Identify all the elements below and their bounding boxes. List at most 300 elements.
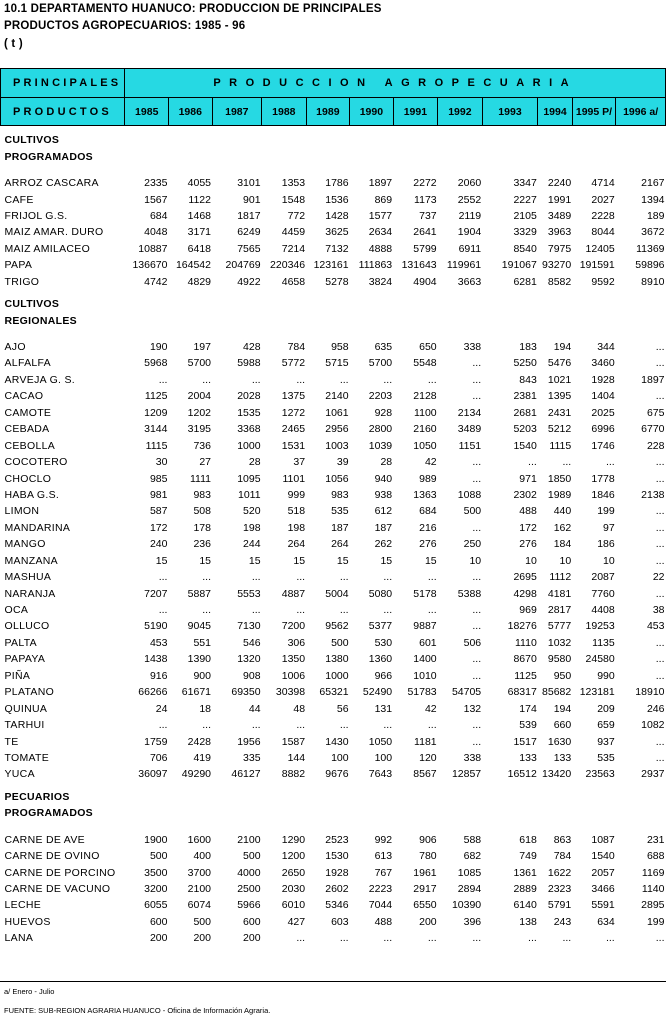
value-cell: 1587 [281, 735, 306, 748]
value-cell: 2105 [513, 209, 537, 222]
product-name: MANDARINA [4, 521, 71, 534]
value-cell: 10 [559, 554, 572, 567]
value-cell: ... [427, 604, 437, 617]
value-cell: 4408 [591, 604, 615, 617]
value-cell: 2650 [281, 866, 306, 879]
value-cell: 506 [463, 636, 482, 649]
value-cell: ... [202, 604, 211, 617]
value-cell: 44 [248, 702, 261, 715]
value-cell: 1006 [281, 669, 306, 682]
value-cell: 306 [287, 636, 306, 649]
value-cell: 335 [243, 751, 261, 764]
value-cell: 535 [597, 751, 615, 764]
value-cell: ... [655, 341, 665, 354]
value-cell: ... [605, 932, 615, 945]
value-cell: 3144 [144, 423, 168, 436]
value-cell: 5476 [547, 357, 572, 370]
value-cell: 144 [287, 751, 306, 764]
spacer-cell [1, 165, 666, 175]
value-cell: 749 [519, 850, 537, 863]
value-cell: 2500 [237, 883, 261, 896]
value-cell: 736 [193, 439, 211, 452]
value-cell: 8910 [641, 275, 665, 288]
year-header: 1987 [212, 98, 262, 126]
value-cell: 10887 [138, 242, 168, 255]
value-cell: ... [427, 373, 437, 386]
value-cell: ... [339, 932, 349, 945]
table-row [1, 241, 666, 257]
value-cell: 244 [243, 538, 261, 551]
value-cell: 780 [419, 850, 437, 863]
value-cell: 246 [646, 702, 665, 715]
value-cell: 189 [646, 209, 665, 222]
table-row [1, 700, 666, 716]
value-cell: 204769 [225, 259, 261, 272]
value-cell: 530 [374, 636, 393, 649]
year-header: 1991 [393, 98, 438, 126]
value-cell: 1082 [641, 719, 665, 732]
value-cell: 1110 [515, 636, 537, 649]
value-cell: 240 [149, 538, 168, 551]
table-body [1, 126, 666, 947]
value-cell: 123161 [313, 259, 349, 272]
value-cell: 1900 [144, 833, 168, 846]
value-cell: 901 [243, 193, 261, 206]
value-cell: 2302 [513, 488, 537, 501]
value-cell: 24 [155, 702, 168, 715]
value-cell: 51783 [407, 686, 437, 699]
products-header-top: PRINCIPALES [1, 69, 125, 98]
value-cell: 5715 [325, 357, 349, 370]
value-cell: ... [472, 456, 482, 469]
value-cell: ... [562, 932, 572, 945]
value-cell: 1928 [325, 866, 349, 879]
value-cell: 194 [553, 702, 572, 715]
value-cell: 1100 [414, 406, 437, 419]
value-cell: 1050 [368, 735, 393, 748]
value-cell: 1600 [187, 833, 211, 846]
year-header: 1992 [438, 98, 483, 126]
value-cell: 7200 [281, 620, 306, 633]
value-cell: 2060 [457, 177, 482, 190]
value-cell: ... [202, 719, 211, 732]
table-row [1, 864, 666, 880]
value-cell: 30398 [275, 686, 306, 699]
value-cell: 178 [193, 521, 211, 534]
table-row [1, 257, 666, 273]
value-cell: 1135 [592, 636, 615, 649]
value-cell: 1111 [189, 472, 211, 485]
value-cell: 659 [597, 719, 615, 732]
value-cell: 601 [419, 636, 437, 649]
value-cell: 2335 [144, 177, 168, 190]
value-cell: 197 [193, 341, 211, 354]
value-cell: 6074 [187, 899, 211, 912]
value-cell: 3171 [187, 226, 211, 239]
value-cell: 2028 [237, 390, 261, 403]
value-cell: 1360 [368, 653, 393, 666]
value-cell: ... [655, 357, 665, 370]
product-name: LIMON [4, 505, 40, 518]
table-row [1, 437, 666, 453]
production-table [0, 68, 666, 947]
value-cell: 228 [646, 439, 665, 452]
value-cell: ... [655, 538, 665, 551]
product-name: HUEVOS [4, 915, 51, 928]
value-cell: 5346 [325, 899, 349, 912]
value-cell: 236 [193, 538, 211, 551]
value-cell: 1202 [187, 406, 211, 419]
value-cell: 38 [652, 604, 665, 617]
value-cell: 3329 [513, 226, 537, 239]
table-row [1, 750, 666, 766]
value-cell: 23563 [585, 768, 615, 781]
value-cell: ... [472, 472, 482, 485]
product-name: ALFALFA [4, 357, 51, 370]
value-cell: 675 [646, 406, 665, 419]
value-cell: 69350 [231, 686, 261, 699]
value-cell: 2465 [281, 423, 306, 436]
production-banner: PRODUCCION AGROPECUARIA [125, 69, 666, 98]
value-cell: ... [655, 669, 665, 682]
value-cell: 1200 [281, 850, 306, 863]
value-cell: 1817 [237, 209, 261, 222]
value-cell: 1000 [325, 669, 349, 682]
value-cell: 18910 [635, 686, 665, 699]
value-cell: ... [655, 456, 665, 469]
value-cell: 508 [193, 505, 211, 518]
value-cell: 1400 [413, 653, 437, 666]
value-cell: 6010 [281, 899, 306, 912]
table-row [1, 585, 666, 601]
value-cell: ... [158, 719, 168, 732]
value-cell: 12405 [585, 242, 615, 255]
section-heading-row [1, 312, 666, 328]
value-cell: 784 [287, 341, 306, 354]
value-cell: 136670 [132, 259, 168, 272]
year-header: 1996 a/ [616, 98, 666, 126]
value-cell: 131 [374, 702, 393, 715]
value-cell: 2895 [641, 899, 665, 912]
value-cell: 1290 [281, 833, 306, 846]
value-cell: ... [655, 735, 665, 748]
value-cell: 9045 [187, 620, 211, 633]
value-cell: 419 [193, 751, 211, 764]
table-row [1, 651, 666, 667]
value-cell: 8882 [281, 768, 306, 781]
product-name: PAPAYA [4, 653, 46, 666]
value-cell: 3368 [237, 423, 261, 436]
value-cell: 1380 [325, 653, 349, 666]
value-cell: 1577 [368, 209, 393, 222]
value-cell: ... [472, 932, 482, 945]
value-cell: 164542 [175, 259, 211, 272]
product-name: OLLUCO [4, 620, 50, 633]
value-cell: 999 [287, 488, 306, 501]
value-cell: 2223 [368, 883, 393, 896]
value-cell: 243 [553, 915, 572, 928]
value-cell: 28 [248, 456, 261, 469]
value-cell: 24580 [585, 653, 615, 666]
value-cell: 1209 [144, 406, 168, 419]
value-cell: 15 [155, 554, 168, 567]
year-header: 1989 [306, 98, 350, 126]
year-header: 1988 [262, 98, 307, 126]
value-cell: 1056 [325, 472, 349, 485]
year-header: 1993 [482, 98, 538, 126]
section-heading-row [1, 148, 666, 164]
value-cell: 12857 [451, 768, 482, 781]
year-header: 1985 [125, 98, 169, 126]
value-cell: ... [158, 373, 168, 386]
table-row [1, 274, 666, 290]
value-cell: 162 [553, 521, 572, 534]
value-cell: 5553 [237, 587, 261, 600]
value-cell: 27 [199, 456, 211, 469]
value-cell: ... [158, 604, 168, 617]
value-cell: 500 [463, 505, 482, 518]
value-cell: 6055 [144, 899, 168, 912]
value-cell: 3663 [457, 275, 482, 288]
value-cell: 5968 [144, 357, 168, 370]
value-cell: 1991 [547, 193, 572, 206]
value-cell: 2025 [591, 406, 615, 419]
section-heading: CULTIVOS [4, 298, 60, 311]
product-name: CARNE DE PORCINO [4, 866, 116, 879]
value-cell: 5388 [457, 587, 482, 600]
value-cell: 2894 [457, 883, 482, 896]
value-cell: 688 [646, 850, 665, 863]
value-cell: 4459 [281, 226, 306, 239]
value-cell: 1567 [144, 193, 168, 206]
value-cell: 8540 [513, 242, 537, 255]
product-name: CAFE [4, 193, 34, 206]
value-cell: 48 [293, 702, 306, 715]
value-cell: 37 [293, 456, 306, 469]
value-cell: 4829 [187, 275, 211, 288]
product-name: LANA [4, 932, 34, 945]
value-cell: 684 [149, 209, 168, 222]
value-cell: ... [339, 571, 349, 584]
value-cell: 440 [553, 505, 572, 518]
value-cell: 1032 [547, 636, 572, 649]
value-cell: 2057 [591, 866, 615, 879]
product-name: ARROZ CASCARA [4, 177, 99, 190]
value-cell: 5700 [187, 357, 211, 370]
value-cell: 2641 [413, 226, 437, 239]
value-cell: 100 [331, 751, 349, 764]
value-cell: ... [251, 571, 261, 584]
value-cell: 1850 [547, 472, 572, 485]
value-cell: 276 [519, 538, 537, 551]
value-cell: 396 [463, 915, 482, 928]
value-cell: 9562 [325, 620, 349, 633]
value-cell: 1151 [458, 439, 482, 452]
value-cell: ... [528, 456, 537, 469]
value-cell: 587 [149, 505, 168, 518]
value-cell: 4055 [187, 177, 211, 190]
value-cell: 36097 [138, 768, 168, 781]
product-name: CHOCLO [4, 472, 52, 485]
value-cell: 6996 [591, 423, 615, 436]
value-cell: 2030 [281, 883, 306, 896]
value-cell: 539 [519, 719, 537, 732]
value-cell: 1087 [591, 833, 615, 846]
value-cell: 1468 [187, 209, 211, 222]
value-cell: 4742 [144, 275, 168, 288]
value-cell: ... [251, 719, 261, 732]
value-cell: 1540 [591, 850, 615, 863]
value-cell: 5004 [325, 587, 349, 600]
product-name: PIÑA [4, 669, 31, 682]
value-cell: 2004 [187, 390, 211, 403]
value-cell: 13420 [542, 768, 572, 781]
value-cell: 2889 [513, 883, 537, 896]
table-row [1, 470, 666, 486]
value-cell: 990 [597, 669, 615, 682]
value-cell: ... [383, 571, 393, 584]
value-cell: ... [472, 620, 482, 633]
value-cell: ... [383, 719, 393, 732]
value-cell: 1438 [144, 653, 168, 666]
product-name: PAPA [4, 259, 33, 272]
product-name: YUCA [4, 768, 35, 781]
table-row [1, 914, 666, 930]
value-cell: 5887 [187, 587, 211, 600]
value-cell: 2937 [641, 768, 665, 781]
value-cell: 65321 [319, 686, 349, 699]
value-cell: 2119 [458, 209, 482, 222]
product-name: HABA G.S. [4, 488, 60, 501]
value-cell: 2323 [547, 883, 572, 896]
product-name: PLATANO [4, 686, 55, 699]
value-cell: 937 [597, 735, 615, 748]
value-cell: 706 [149, 751, 168, 764]
section-heading-row [1, 132, 666, 148]
value-cell: 174 [519, 702, 537, 715]
unit-label: ( t ) [4, 38, 23, 50]
value-cell: 15 [293, 554, 306, 567]
value-cell: 1622 [547, 866, 572, 879]
value-cell: ... [655, 653, 665, 666]
value-cell: 1531 [281, 439, 306, 452]
value-cell: 500 [331, 636, 349, 649]
value-cell: 635 [374, 341, 393, 354]
value-cell: 3963 [547, 226, 572, 239]
value-cell: 8670 [513, 653, 537, 666]
value-cell: 3460 [591, 357, 615, 370]
value-cell: 453 [646, 620, 665, 633]
value-cell: 613 [374, 850, 393, 863]
value-cell: ... [296, 571, 306, 584]
value-cell: 2100 [187, 883, 211, 896]
value-cell: 7130 [237, 620, 261, 633]
value-cell: 138 [519, 915, 537, 928]
table-row [1, 668, 666, 684]
table-row [1, 191, 666, 207]
value-cell: 194 [553, 341, 572, 354]
value-cell: 1125 [144, 390, 168, 403]
value-cell: 1021 [547, 373, 572, 386]
table-row [1, 897, 666, 913]
value-cell: 18276 [507, 620, 537, 633]
value-cell: ... [296, 373, 306, 386]
value-cell: 488 [519, 505, 537, 518]
value-cell: 231 [646, 833, 665, 846]
product-name: MANZANA [4, 554, 58, 567]
value-cell: 10 [469, 554, 482, 567]
table-row [1, 487, 666, 503]
table-title: 10.1 DEPARTAMENTO HUANUCO: PRODUCCION DE PRINCIPALES [4, 3, 382, 15]
value-cell: 200 [149, 932, 168, 945]
value-cell: 1517 [513, 735, 537, 748]
value-cell: 2428 [187, 735, 211, 748]
value-cell: 2160 [413, 423, 437, 436]
value-cell: 488 [374, 915, 393, 928]
value-cell: 1112 [549, 571, 572, 584]
product-name: CEBADA [4, 423, 50, 436]
value-cell: 11369 [636, 242, 665, 255]
spacer-cell [1, 329, 666, 339]
value-cell: 209 [597, 702, 615, 715]
value-cell: 54705 [451, 686, 482, 699]
product-name: CARNE DE AVE [4, 833, 85, 846]
value-cell: 199 [646, 915, 665, 928]
product-name: TOMATE [4, 751, 50, 764]
value-cell: 916 [149, 669, 168, 682]
value-cell: 2272 [413, 177, 437, 190]
value-cell: 634 [597, 915, 615, 928]
value-cell: 52490 [362, 686, 393, 699]
value-cell: 276 [419, 538, 437, 551]
value-cell: 30 [155, 456, 168, 469]
value-cell: 5799 [413, 242, 437, 255]
value-cell: ... [296, 719, 306, 732]
value-cell: 200 [419, 915, 437, 928]
value-cell: ... [383, 604, 393, 617]
product-name: ARVEJA G. S. [4, 373, 76, 386]
source-note: FUENTE: SUB-REGION AGRARIA HUANUCO - Oficina de Información Agraria. [4, 1006, 271, 1015]
value-cell: 588 [463, 833, 482, 846]
value-cell: 969 [519, 604, 537, 617]
value-cell: 958 [331, 341, 349, 354]
value-cell: 200 [193, 932, 211, 945]
value-cell: 172 [519, 521, 537, 534]
value-cell: 1404 [591, 390, 615, 403]
value-cell: 3195 [187, 423, 211, 436]
value-cell: 3200 [144, 883, 168, 896]
value-cell: 5190 [144, 620, 168, 633]
spacer-cell [1, 822, 666, 832]
value-cell: 983 [331, 488, 349, 501]
value-cell: 1394 [641, 193, 665, 206]
value-cell: ... [251, 373, 261, 386]
table-row [1, 388, 666, 404]
value-cell: 2228 [591, 209, 615, 222]
section-heading-row [1, 789, 666, 805]
value-cell: 7044 [368, 899, 393, 912]
value-cell: 42 [424, 702, 437, 715]
value-cell: ... [655, 751, 665, 764]
value-cell: 843 [519, 373, 537, 386]
value-cell: ... [655, 472, 665, 485]
value-cell: 612 [374, 505, 393, 518]
value-cell: 2138 [641, 488, 665, 501]
value-cell: ... [472, 521, 482, 534]
value-cell: ... [605, 456, 615, 469]
value-cell: 1115 [549, 439, 572, 452]
value-cell: ... [472, 735, 482, 748]
